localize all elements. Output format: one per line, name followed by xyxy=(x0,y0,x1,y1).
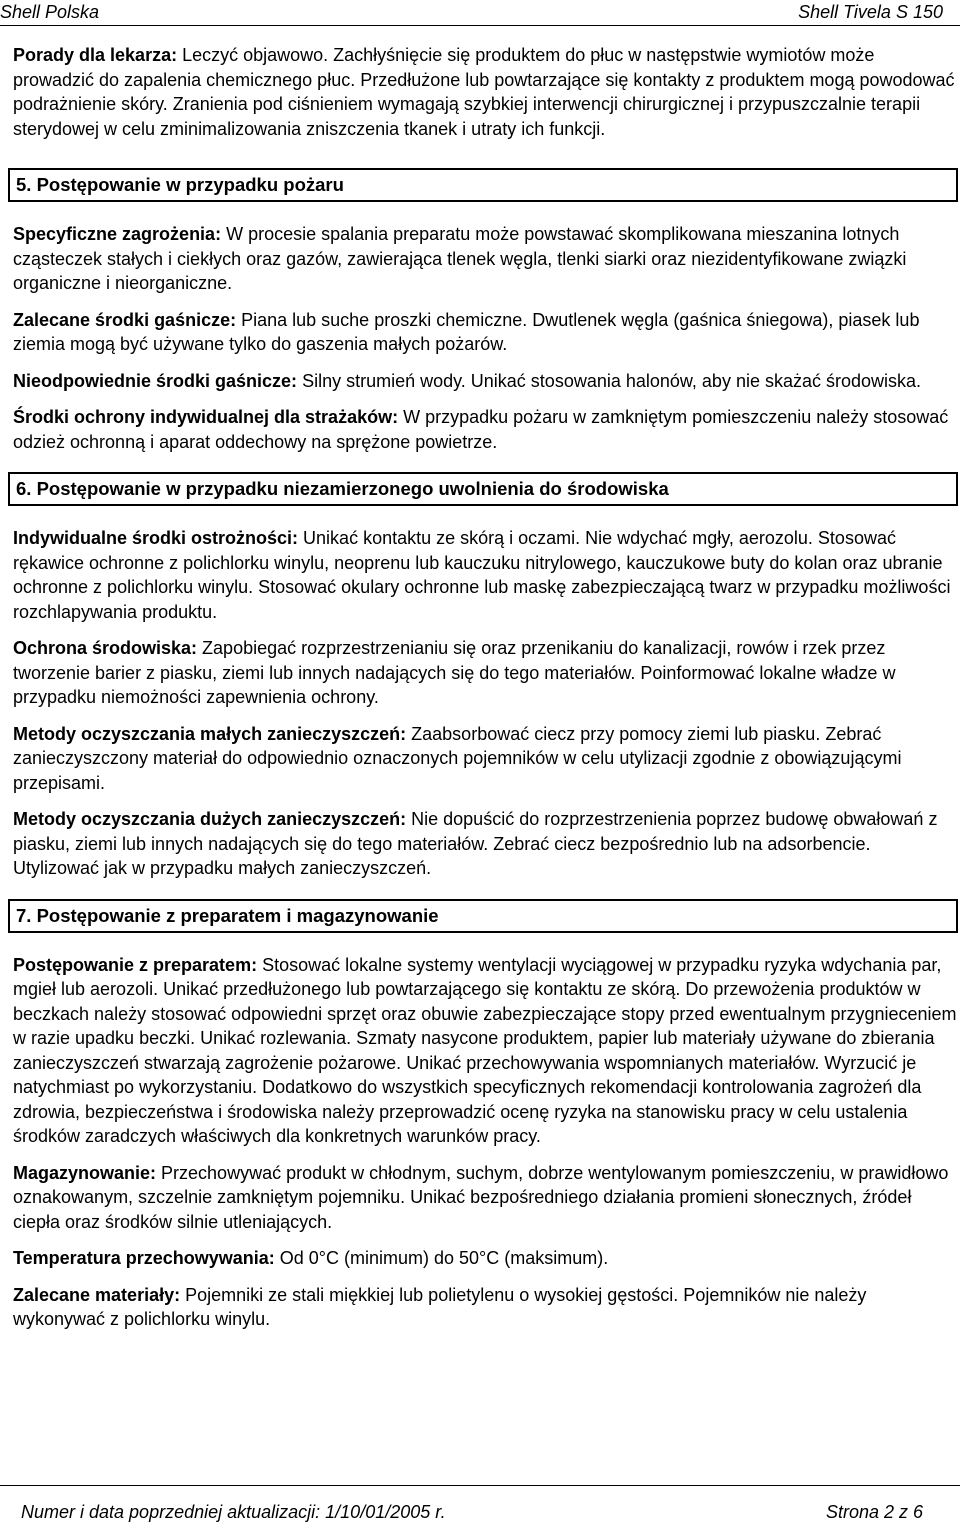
header-company: Shell Polska xyxy=(0,2,100,22)
paragraph-text: Silny strumień wody. Unikać stosowania halonów, aby nie skażać środowiska. xyxy=(297,370,922,391)
paragraph-label: Zalecane materiały: xyxy=(13,1284,181,1305)
doctor-advice-paragraph xyxy=(13,43,958,141)
paragraph-text: Piana lub suche proszki chemiczne. Dwutlenek węgla (gaśnica śniegowa), piasek lub ziemia mogą być używane tylko do gaszenia małych pożarów. xyxy=(13,309,920,354)
page-footer xyxy=(0,1485,960,1529)
page-header xyxy=(0,0,960,26)
environment-protection-paragraph xyxy=(13,636,958,710)
paragraph-text: Nie dopuścić do rozprzestrzenienia poprzez budowę obwałowań z piasku, ziemi lub innych nadających się do tego materiałów. Zebrać ciecz bezpośrednio lub na adsorbencie. Utylizować jak w przypadku małych zanieczyszczeń. xyxy=(13,809,938,878)
footer-page-number: Strona 2 z 6 xyxy=(825,1502,923,1522)
paragraph-label: Specyficzne zagrożenia: xyxy=(13,224,222,244)
header-rule xyxy=(0,25,960,26)
paragraph-text: Stosować lokalne systemy wentylacji wyciągowej w przypadku ryzyka wdychania par, mgieł lub aerozoli. Unikać przedłużonego lub powtarzającego się kontaktu ze skórą. Do przewożenia produktów w beczkach należy stosować odpowiedni sprzęt oraz obuwie zabezpieczające stopy przed ewentualnym przygnieceniem w razie upadku beczki. Unikać rozlewania. Szmaty nasycone produktem, papier lub materiały używane do zbierania zanieczyszczeń stwarzają zagrożenie pożarowe. Unikać przechowywania wspomnianych materiałów. Wyrzucić je natychmiast po wykorzystaniu. Dodatkowo do wszystkich specyficznych rekomendacji kontrolowania zagrożeń dla zdrowia, bezpieczeństwa i środowiska należy przeprowadzić ocenę ryzyka na stanowisku pracy w celu ustalenia środków zaradczych właściwych dla konkretnych warunków pracy. xyxy=(13,954,957,1146)
paragraph-text: W przypadku pożaru w zamkniętym pomieszczeniu należy stosować odzież ochronną i aparat oddechowy na sprężone powietrze. xyxy=(13,407,949,452)
storage-paragraph xyxy=(13,1161,958,1235)
paragraph-label: Środki ochrony indywidualnej dla strażaków: xyxy=(13,407,399,427)
paragraph-text: Przechowywać produkt w chłodnym, suchym, dobrze wentylowanym pomieszczeniu, w prawidłowo oznakowanym, szczelnie zamkniętym pojemniku. Unikać bezpośredniego działania promieni słonecznych, źródeł ciepła oraz środków silnie utleniających. xyxy=(13,1162,949,1232)
paragraph-label: Metody oczyszczania dużych zanieczyszczeń: xyxy=(13,809,407,829)
footer-rule xyxy=(0,1485,960,1486)
paragraph-text: Pojemniki ze stali miękkiej lub polietylenu o wysokiej gęstości. Pojemników nie należy wykonywać z polichlorku winylu. xyxy=(13,1284,867,1329)
paragraph-label: Temperatura przechowywania: xyxy=(13,1248,275,1268)
footer-revision-info: Numer i data poprzedniej aktualizacji: 1/10/01/2005 r. xyxy=(21,1502,446,1522)
section-6-heading: 6. Postępowanie w przypadku niezamierzonego uwolnienia do środowiska xyxy=(8,472,958,506)
paragraph-text: Leczyć objawowo. Zachłyśnięcie się produktem do płuc w następstwie wymiotów może prowadzić do zapalenia chemicznego płuc. Przedłużone lub powtarzające się kontakty z produktem mogą powodować podrażnienie skóry. Zranienia pod ciśnieniem wymagają szybkiej interwencji chirurgicznej i przypuszczalnie terapii sterydowej w celu zminimalizowania zniszczenia tkanek i utraty ich funkcji. xyxy=(13,45,955,139)
section-5-heading: 5. Postępowanie w przypadku pożaru xyxy=(8,168,958,202)
paragraph-text: Od 0°C (minimum) do 50°C (maksimum). xyxy=(274,1248,609,1268)
firefighter-protection-paragraph xyxy=(13,405,958,454)
section-7-heading: 7. Postępowanie z preparatem i magazynowanie xyxy=(8,899,958,933)
specific-hazards-paragraph xyxy=(13,222,958,296)
paragraph-text: Unikać kontaktu ze skórą i oczami. Nie wdychać mgły, aerozolu. Stosować rękawice ochronne z polichlorku winylu, neoprenu lub kauczuku nitrylowego, kauczukowe buty do kolan oraz ubranie ochronne z polichlorku winylu. Stosować okulary ochronne lub maskę zabezpieczającą twarz w przypadku możliwości rozchlapywania produktu. xyxy=(13,528,951,622)
header-product: Shell Tivela S 150 xyxy=(798,2,943,22)
paragraph-text: Zapobiegać rozprzestrzenianiu się oraz przenikaniu do kanalizacji, rowów i rzek przez tworzenie barier z piasku, ziemi lub innych nadających się do tego materiałów. Poinformować lokalne władze w przypadku niemożności zapewnienia ochrony. xyxy=(13,638,896,707)
personal-precautions-paragraph xyxy=(13,526,958,624)
paragraph-label: Indywidualne środki ostrożności: xyxy=(13,528,299,548)
handling-paragraph xyxy=(13,953,958,1149)
paragraph-label: Zalecane środki gaśnicze: xyxy=(13,309,237,330)
paragraph-label: Magazynowanie: xyxy=(13,1162,157,1183)
paragraph-text: W procesie spalania preparatu może powstawać skomplikowana mieszanina lotnych cząsteczek stałych i ciekłych oraz gazów, zawierająca tlenek węgla, tlenki siarki oraz niezidentyfikowane związki organiczne i nieorganiczne. xyxy=(13,224,907,293)
paragraph-text: Zaabsorbować ciecz przy pomocy ziemi lub piasku. Zebrać zanieczyszczony materiał do odpowiednio oznaczonych pojemników w celu utylizacji zgodnie z obowiązującymi przepisami. xyxy=(13,723,902,793)
document-body xyxy=(13,43,958,1332)
paragraph-label: Ochrona środowiska: xyxy=(13,638,198,658)
paragraph-label: Nieodpowiednie środki gaśnicze: xyxy=(13,370,298,391)
paragraph-label: Porady dla lekarza: xyxy=(13,45,178,65)
extinguishing-media-paragraph xyxy=(13,308,958,357)
paragraph-label: Metody oczyszczania małych zanieczyszczeń: xyxy=(13,723,407,744)
small-spill-cleanup-paragraph xyxy=(13,722,958,796)
paragraph-label: Postępowanie z preparatem: xyxy=(13,954,258,975)
large-spill-cleanup-paragraph xyxy=(13,807,958,881)
recommended-materials-paragraph xyxy=(13,1283,958,1332)
storage-temperature-paragraph xyxy=(13,1246,958,1271)
unsuitable-media-paragraph xyxy=(13,369,958,394)
